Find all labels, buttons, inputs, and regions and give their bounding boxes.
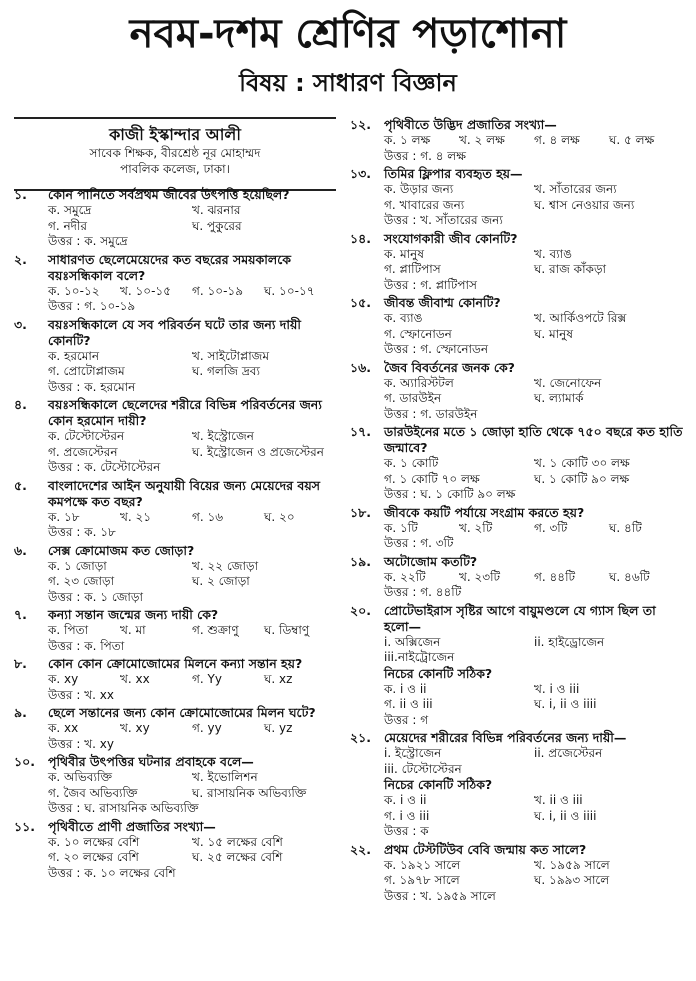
author-name: কাজী ইস্কান্দার আলী: [109, 125, 241, 144]
option-list: [384, 456, 684, 487]
option-item: খ. ঝরনার: [192, 203, 241, 217]
question-number: ১.: [14, 187, 27, 202]
option-item: খ. সাঁতারের জন্য: [534, 182, 617, 196]
option-item: গ. স্ফোনোডন: [384, 326, 452, 341]
option-item: ক. সমুদ্রে: [48, 203, 92, 217]
left-column: [14, 118, 336, 883]
option-list: [48, 623, 336, 639]
question-list-right: [350, 117, 684, 904]
option-item: গ. ১৬: [192, 509, 224, 524]
answer-line: উত্তর : ক. হরমোন: [48, 379, 136, 394]
question-text: কোন পানিতে সর্বপ্রথম জীবের উৎপত্তি হয়েছিল?: [48, 187, 290, 202]
option-item: খ. ১০-১৫: [120, 283, 172, 298]
question-number: ৪.: [14, 397, 27, 412]
question-text: বয়ঃসন্ধিকালে ছেলেদের শরীরে বিভিন্ন পরিবর্তনের জন্য কোন হরমোন দায়ী?: [48, 397, 322, 428]
option-item: ঘ. ১ কোটি ৯০ লক্ষ: [534, 471, 630, 486]
question-number: ২১.: [350, 730, 371, 745]
option-list: [384, 376, 684, 407]
question-item: [14, 607, 336, 654]
subject-heading: বিষয় : সাধারণ বিজ্ঞান: [239, 69, 457, 97]
option-item: ঘ. শ্বাস নেওয়ার জন্য: [534, 197, 635, 212]
option-item: ক. পিতা: [48, 623, 89, 637]
question-item: [14, 705, 336, 752]
option-item: গ. ১ কোটি ৭০ লক্ষ: [384, 471, 480, 486]
option-item: ক. xy: [48, 672, 79, 686]
option-item: খ. ইস্ট্রোজেন: [192, 429, 254, 443]
question-number: ১৪.: [350, 230, 371, 246]
statement-item: ii. প্রজেস্টেরন: [534, 746, 603, 760]
answer-line: উত্তর : গ: [384, 712, 429, 727]
question-text: জীবকে কয়টি পর্যায়ে সংগ্রাম করতে হয়?: [384, 504, 585, 520]
option-item: গ. ২৩ জোড়া: [48, 574, 115, 588]
question-text: পৃথিবীতে উদ্ভিদ প্রজাতির সংখ্যা—: [384, 117, 557, 132]
question-number: ১৭.: [350, 424, 371, 439]
question-item: [350, 603, 684, 729]
question-item: [14, 656, 336, 703]
answer-line: উত্তর : গ. ডারউইন: [384, 406, 478, 421]
option-item: খ. মা: [120, 623, 146, 637]
option-item: খ. সাইটোপ্লাজম: [192, 348, 270, 363]
answer-line: উত্তর : খ. xx: [48, 687, 114, 702]
option-item: ঘ. ডিম্বাণু: [264, 623, 310, 637]
option-item: খ. ২২ জোড়া: [192, 558, 259, 573]
question-number: ২০.: [350, 602, 372, 618]
option-item: গ. ৪ লক্ষ: [534, 133, 580, 147]
question-number: ১৮.: [350, 504, 371, 520]
question-item: [14, 397, 336, 476]
option-item: ক. মানুষ: [384, 246, 424, 261]
option-item: ঘ. ৪টি: [609, 520, 642, 535]
question-item: [14, 252, 336, 315]
option-item: গ. yy: [192, 721, 222, 735]
option-item: ক. xx: [48, 721, 79, 735]
option-item: খ. ২ লক্ষ: [459, 133, 505, 147]
option-item: খ. xy: [120, 721, 150, 735]
question-number: ৩.: [14, 316, 27, 332]
author-title: সাবেক শিক্ষক, বীরশ্রেষ্ঠ নূর মোহাম্মদ: [89, 146, 261, 160]
option-item: ক. ১ কোটি: [384, 456, 439, 470]
question-item: [14, 187, 336, 250]
option-item: খ. ii ও iii: [534, 793, 583, 807]
option-item: খ. ১৯৫৯ সালে: [534, 857, 610, 872]
option-item: ঘ. পুকুরের: [192, 218, 242, 233]
option-item: ক. i ও ii: [384, 793, 427, 807]
question-text: বয়ঃসন্ধিকালে যে সব পরিবর্তন ঘটে তার জন্য দায়ী কোনটি?: [48, 316, 301, 348]
option-item: গ. প্লাটিপাস: [384, 262, 441, 276]
question-number: ৬.: [14, 542, 27, 558]
answer-line: উত্তর : ঘ. ১ কোটি ৯০ লক্ষ: [384, 487, 516, 501]
question-item: [14, 543, 336, 606]
page-title: নবম-দশম শ্রেণির পড়াশোনা: [129, 11, 567, 57]
option-item: ক. হরমোন: [48, 348, 100, 363]
option-item: ঘ. ৫ লক্ষ: [609, 133, 655, 147]
answer-line: উত্তর : খ. সাঁতারের জন্য: [384, 213, 503, 227]
option-item: গ. প্রোটোপ্লাজম: [48, 364, 125, 378]
question-text: প্রথম টেস্টটিউব বেবি জন্মায় কত সালে?: [384, 841, 587, 857]
option-item: খ. জেনোফেন: [534, 375, 602, 390]
option-item: খ. আর্কিওপটে রিক্স: [534, 311, 627, 325]
option-item: খ. ইভোলিশন: [192, 770, 258, 784]
question-number: ১৬.: [350, 359, 371, 375]
question-number: ২.: [14, 251, 27, 267]
question-item: [350, 231, 684, 294]
question-text: সংযোগকারী জীব কোনটি?: [384, 230, 518, 246]
answer-line: উত্তর : ক. পিতা: [48, 638, 125, 653]
question-text: তিমির ফ্লিপার ব্যবহৃত হয়—: [384, 166, 523, 181]
question-note: নিচের কোনটি সঠিক?: [384, 665, 493, 681]
option-list: [48, 672, 336, 688]
question-text: বাংলাদেশের আইন অনুযায়ী বিয়ের জন্য মেয়েদের বয়স কমপক্ষে কত বছর?: [48, 477, 320, 509]
question-text: ডারউইনের মতে ১ জোড়া হাতি থেকে ৭৫০ বছরে কত হাতি জন্মাবে?: [384, 424, 683, 455]
option-item: ক. ১৮: [48, 509, 80, 524]
option-item: ক. i ও ii: [384, 681, 427, 696]
option-item: গ. নদীর: [48, 218, 87, 233]
question-item: [14, 478, 336, 541]
question-item: [350, 295, 684, 358]
question-number: ৫.: [14, 477, 27, 493]
question-item: [350, 842, 684, 905]
answer-line: উত্তর : ঘ. রাসায়নিক অভিব্যক্তি: [48, 801, 199, 815]
question-text: জীবন্ত জীবাশ্ম কোনটি?: [384, 295, 501, 310]
option-item: ঘ. গলজি দ্রব্য: [192, 364, 260, 378]
statement-list: [384, 746, 684, 777]
option-item: ঘ. yz: [264, 721, 293, 735]
option-list: [48, 284, 336, 300]
option-item: ক. ১ লক্ষ: [384, 133, 431, 147]
option-list: [48, 510, 336, 526]
statement-item: i. ইস্ট্রোজেন: [384, 746, 442, 760]
option-item: ঘ. ১৯৯৩ সালে: [534, 873, 610, 887]
option-item: ঘ. xz: [264, 672, 293, 686]
question-text: কন্যা সন্তান জন্মের জন্য দায়ী কে?: [48, 607, 219, 622]
question-item: [14, 754, 336, 817]
answer-line: উত্তর : গ. ১০-১৯: [48, 299, 136, 313]
option-item: গ. i ও iii: [384, 808, 430, 823]
option-item: গ. ডারউইন: [384, 391, 442, 405]
question-text: পৃথিবীর উৎপত্তির ঘটনার প্রবাহকে বলে—: [48, 754, 254, 769]
option-item: খ. ব্যাঙ: [534, 246, 572, 261]
option-item: খ. ২টি: [459, 520, 493, 535]
option-item: ঘ. ২৫ লক্ষের বেশি: [192, 850, 283, 864]
question-item: [350, 505, 684, 552]
question-text: কোন কোন ক্রোমোজোমের মিলনে কন্যা সন্তান হয়?: [48, 656, 303, 671]
option-item: ক. অভিব্যক্তি: [48, 770, 113, 784]
option-item: গ. Yy: [192, 672, 222, 686]
question-text: জৈব বিবর্তনের জনক কে?: [384, 359, 515, 375]
option-list: [384, 247, 684, 278]
option-item: ক. অ্যারিস্টটল: [384, 375, 454, 390]
option-item: গ. জৈব অভিব্যক্তি: [48, 785, 138, 800]
question-note: নিচের কোনটি সঠিক?: [384, 777, 493, 792]
question-item: [14, 819, 336, 882]
option-item: ঘ. রাজ কাঁকড়া: [534, 262, 606, 276]
option-item: ঘ. ল্যামার্ক: [534, 391, 584, 405]
option-list: [48, 721, 336, 737]
statement-item: iii.নাইট্রোজেন: [384, 650, 455, 664]
question-item: [350, 554, 684, 601]
option-list: [384, 521, 684, 537]
option-item: ঘ. ইস্ট্রোজেন ও প্রজেস্টেরন: [192, 444, 324, 459]
option-item: ক. ১৯২১ সালে: [384, 857, 461, 872]
option-item: ক. ব্যাঙ: [384, 311, 423, 325]
answer-line: উত্তর : ক. ১ জোড়া: [48, 589, 143, 604]
option-list: [48, 203, 336, 234]
author-block: [14, 124, 336, 177]
answer-line: উত্তর : গ. ৪৪টি: [384, 585, 462, 599]
statement-item: ii. হাইড্রোজেন: [534, 634, 605, 649]
option-list: [48, 770, 336, 801]
statement-list: [384, 635, 684, 666]
option-item: ঘ. রাসায়নিক অভিব্যক্তি: [192, 785, 307, 800]
option-list: [48, 835, 336, 866]
question-number: ১০.: [14, 754, 35, 769]
option-item: খ. xx: [120, 672, 150, 686]
option-item: খ. ২১: [120, 509, 152, 524]
question-item: [350, 424, 684, 503]
answer-line: উত্তর : ক. ১৮: [48, 525, 116, 539]
question-text: প্রোটেভাইরাস সৃষ্টির আগে বায়ুমণ্ডলে যে গ্যাস ছিল তা হলো—: [384, 602, 656, 634]
option-item: গ. ২০ লক্ষের বেশি: [48, 850, 139, 864]
option-list: [48, 349, 336, 380]
answer-line: উত্তর : খ. ১৯৫৯ সালে: [384, 888, 496, 903]
option-item: খ. ২৩টি: [459, 569, 501, 584]
option-item: ঘ. ২০: [264, 509, 295, 524]
question-text: সেক্স ক্রোমোজম কত জোড়া?: [48, 542, 195, 558]
answer-line: উত্তর : ক. ১০ লক্ষের বেশি: [48, 865, 176, 880]
author-institution: পাবলিক কলেজ, ঢাকা।: [120, 162, 230, 176]
option-item: ঘ. i, ii ও iiii: [534, 697, 597, 711]
answer-line: উত্তর : গ. ৩টি: [384, 536, 454, 550]
option-list: [384, 858, 684, 889]
question-number: ১৫.: [350, 295, 371, 310]
option-item: ক. ২২টি: [384, 569, 426, 584]
question-item: [350, 166, 684, 229]
option-item: খ. ১৫ লক্ষের বেশি: [192, 834, 283, 849]
question-text: পৃথিবীতে প্রাণী প্রজাতির সংখ্যা—: [48, 818, 216, 834]
question-number: ১৩.: [350, 166, 371, 181]
option-item: ঘ. ৪৬টি: [609, 569, 650, 584]
option-item: খ. i ও iii: [534, 681, 580, 696]
question-number: ৯.: [14, 705, 27, 720]
option-list: [384, 682, 684, 713]
option-item: ক. ১টি: [384, 520, 418, 535]
question-list-left: [14, 187, 336, 881]
option-list: [384, 570, 684, 586]
question-number: ১২.: [350, 117, 371, 132]
option-item: ক. টেস্টোস্টেরন: [48, 429, 125, 443]
answer-line: উত্তর : খ. xy: [48, 736, 114, 751]
answer-line: উত্তর : গ. ৪ লক্ষ: [384, 148, 466, 163]
option-list: [48, 429, 336, 460]
question-text: অটোজোম কতটি?: [384, 553, 478, 569]
question-text: মেয়েদের শরীরের বিভিন্ন পরিবর্তনের জন্য দায়ী—: [384, 730, 627, 745]
question-item: [350, 117, 684, 164]
answer-line: উত্তর : গ. স্ফোনোডন: [384, 342, 489, 356]
option-item: ক. ১০ লক্ষের বেশি: [48, 834, 140, 849]
option-item: ঘ. ২ জোড়া: [192, 574, 250, 588]
option-item: ক. উড়ার জন্য: [384, 182, 454, 196]
option-list: [384, 311, 684, 342]
option-item: গ. ii ও iii: [384, 697, 433, 711]
option-item: গ. খাবারের জন্য: [384, 197, 465, 212]
option-item: গ. ১০-১৯: [192, 283, 243, 298]
answer-line: উত্তর : ক. টেস্টোস্টেরন: [48, 460, 161, 474]
question-number: ৭.: [14, 607, 27, 622]
option-item: ঘ. মানুষ: [534, 326, 573, 341]
question-item: [350, 730, 684, 840]
option-list: [384, 793, 684, 824]
option-item: গ. ৪৪টি: [534, 569, 576, 584]
option-item: গ. শুক্রাণু: [192, 623, 239, 637]
answer-line: উত্তর : ক: [384, 824, 429, 838]
option-item: গ. ৩টি: [534, 520, 568, 535]
option-list: [384, 182, 684, 213]
answer-line: উত্তর : গ. প্লাটিপাস: [384, 277, 477, 292]
option-item: খ. ১ কোটি ৩০ লক্ষ: [534, 456, 630, 470]
option-list: [384, 133, 684, 149]
question-item: [14, 317, 336, 396]
option-item: ঘ. i, ii ও iiii: [534, 808, 597, 823]
question-number: ১১.: [14, 818, 35, 834]
answer-line: উত্তর : ক. সমুদ্রে: [48, 234, 128, 248]
option-item: গ. প্রজেস্টেরন: [48, 444, 118, 459]
right-column: [350, 117, 684, 906]
option-item: গ. ১৯৭৮ সালে: [384, 873, 460, 887]
question-number: ১৯.: [350, 553, 371, 569]
question-item: [350, 360, 684, 423]
question-number: ৮.: [14, 656, 27, 671]
statement-item: i. অক্সিজেন: [384, 634, 441, 649]
option-item: ঘ. ১০-১৭: [264, 283, 315, 298]
statement-item: iii. টেস্টোস্টেরন: [384, 761, 462, 776]
option-item: ক. ১ জোড়া: [48, 558, 107, 573]
question-text: সাধারণত ছেলেমেয়েদের কত বছরের সময়কালকে বয়ঃসন্ধিকাল বলে?: [48, 251, 291, 283]
option-list: [48, 559, 336, 590]
option-item: ক. ১০-১২: [48, 283, 100, 298]
question-number: ২২.: [350, 841, 372, 857]
question-text: ছেলে সন্তানের জন্য কোন ক্রোমোজোমের মিলন ঘটে?: [48, 705, 316, 720]
